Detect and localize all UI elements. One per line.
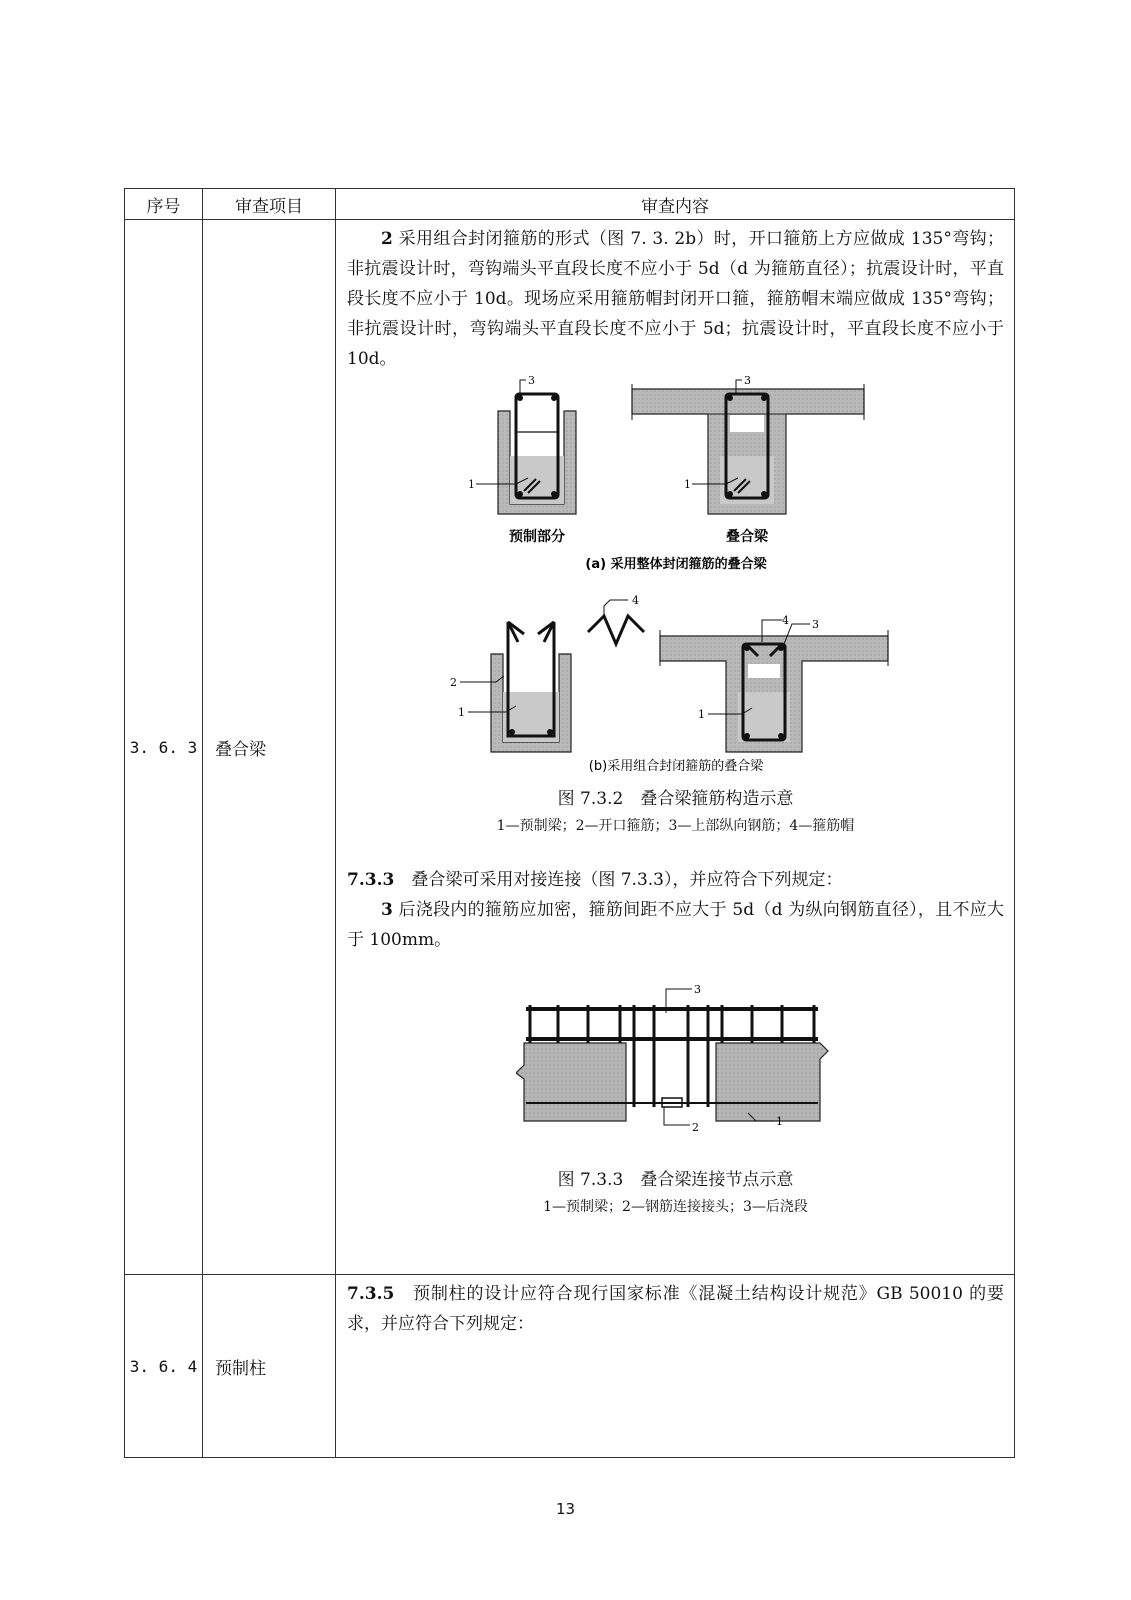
figure-7-3-2 (347, 374, 1004, 835)
label-3: 3 (811, 618, 819, 631)
stirrup-diagram (446, 374, 906, 774)
clause-7-3-5 (347, 1279, 1004, 1339)
composite-cap-beam-drawing (660, 614, 888, 752)
composite-beam-label: 叠合梁 (725, 529, 768, 545)
clause-number: 2 (381, 229, 393, 249)
figure-caption: 图 7.3.3 叠合梁连接节点示意 (557, 1170, 794, 1190)
label-3: 3 (743, 374, 751, 387)
label-2: 2 (691, 1121, 699, 1134)
clause-number: 7.3.5 (347, 1284, 395, 1304)
label-3: 3 (693, 983, 701, 996)
composite-beam-drawing (632, 374, 864, 545)
figure-legend: 1—预制梁；2—钢筋连接接头；3—后浇段 (543, 1199, 808, 1215)
label-4: 4 (781, 614, 789, 627)
clause-7-3-3-item-3 (347, 895, 1004, 955)
clause-text: 后浇段内的箍筋应加密，箍筋间距不应大于 5d（d 为纵向钢筋直径），且不应大于 100mm。 (347, 900, 1005, 950)
precast-part-label: 预制部分 (508, 529, 565, 545)
label-1: 1 (467, 478, 475, 491)
header-content: 审查内容 (336, 189, 1015, 220)
row-content (336, 1275, 1015, 1458)
label-1: 1 (775, 1115, 783, 1128)
label-2: 2 (449, 676, 457, 689)
row-item: 叠合梁 (203, 220, 336, 1275)
label-1: 1 (697, 708, 705, 721)
label-1: 1 (683, 478, 691, 491)
clause-7-3-3 (347, 865, 1004, 895)
figure-caption: 图 7.3.2 叠合梁箍筋构造示意 (557, 789, 794, 809)
label-3: 3 (527, 374, 535, 387)
row-number: 3. 6. 4 (125, 1275, 203, 1458)
precast-part-drawing (468, 374, 576, 545)
stirrup-cap-drawing (588, 594, 644, 644)
figure-7-3-3 (347, 979, 1004, 1216)
header-number: 序号 (125, 189, 203, 220)
caption-a: (a) 采用整体封闭箍筋的叠合梁 (584, 557, 767, 572)
beam-connection-diagram (516, 979, 836, 1139)
page-number: 13 (555, 1500, 576, 1518)
label-4: 4 (631, 594, 639, 607)
open-stirrup-drawing (450, 622, 571, 752)
clause-text: 预制柱的设计应符合现行国家标准《混凝土结构设计规范》GB 50010 的要求，并应符合下列规定： (347, 1284, 1005, 1334)
review-table (124, 188, 1015, 1458)
clause-number: 3 (381, 900, 393, 920)
caption-b: (b)采用组合封闭箍筋的叠合梁 (588, 759, 763, 774)
row-content (336, 220, 1015, 1275)
header-item: 审查项目 (203, 189, 336, 220)
clause-text: 叠合梁可采用对接连接（图 7.3.3），并应符合下列规定： (411, 870, 843, 890)
table-header-row (125, 189, 1015, 220)
clause-2 (347, 224, 1004, 374)
row-item: 预制柱 (203, 1275, 336, 1458)
label-1: 1 (457, 706, 465, 719)
figure-legend: 1—预制梁；2—开口箍筋；3—上部纵向钢筋；4—箍筋帽 (496, 818, 855, 834)
row-number: 3. 6. 3 (125, 220, 203, 1275)
table-row (125, 220, 1015, 1275)
clause-text: 采用组合封闭箍筋的形式（图 7. 3. 2b）时，开口箍筋上方应做成 135°弯钩；非抗震设计时，弯钩端头平直段长度不应小于 5d（d 为箍筋直径）；抗震设计时，平直段长度不应小于 10d。现场应采用箍筋帽封闭开口箍，箍筋帽末端应做成 135°弯钩；非抗震设计时，弯钩端头平直段长度不应小于 5d；抗震设计时，平直段长度不应小于 10d。 (347, 229, 1005, 369)
table-row (125, 1275, 1015, 1458)
clause-number: 7.3.3 (347, 870, 395, 890)
